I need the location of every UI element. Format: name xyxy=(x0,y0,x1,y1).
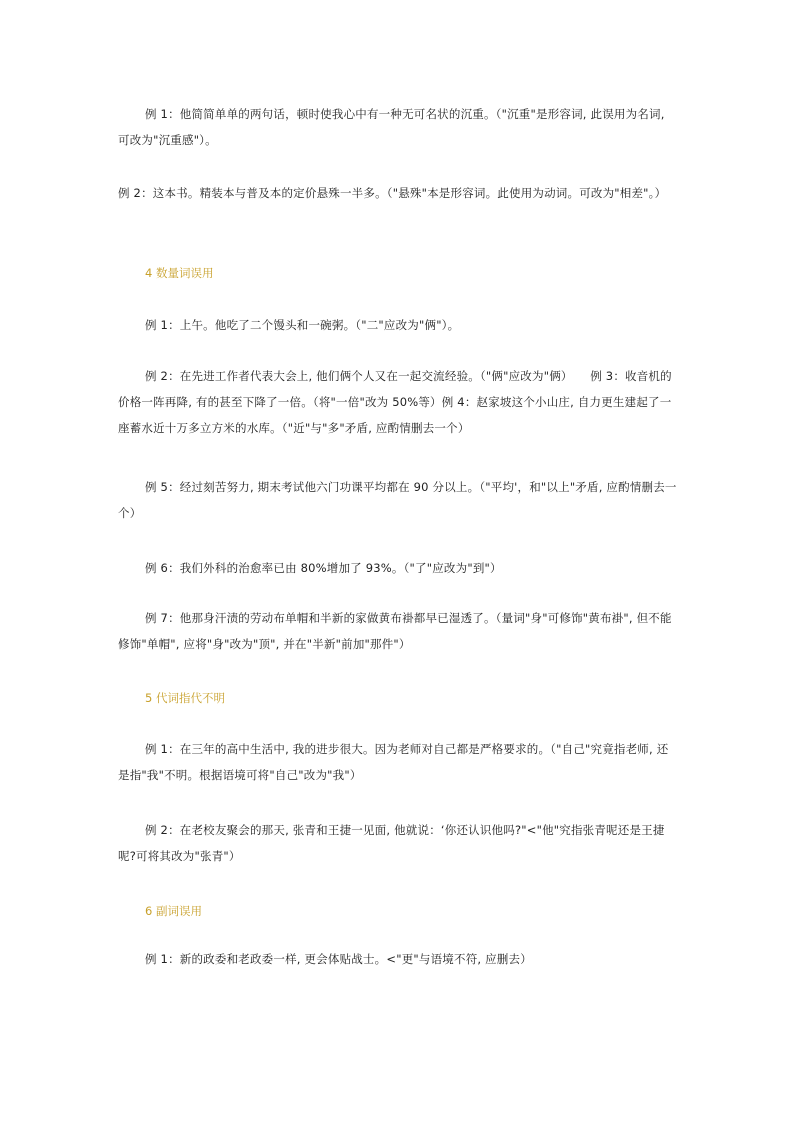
example-paragraph: 例 7：他那身汗渍的劳动布单帽和半新的家做黄布褂都早已湿透了。（量词"身"可修饰"黄布褂", 但不能修饰"单帽", 应将"身"改为"顶", 并在"半新"前加"那件"） xyxy=(118,611,672,651)
example-paragraph: 例 1：上午。他吃了二个馒头和一碗粥。（"二"应改为"俩"）。 xyxy=(145,318,460,332)
example-paragraph: 例 2：在老校友聚会的那天, 张青和王捷一见面, 他就说：‘你还认识他吗?"<"他"究指张青呢还是王捷呢?可将其改为"张青"） xyxy=(118,823,665,863)
example-paragraph: 例 5：经过刻苦努力, 期末考试他六门功课平均都在 90 分以上。（"平均'，和"以上"矛盾, 应酌情删去一个） xyxy=(118,480,677,520)
example-paragraph: 例 1：他简简单单的两句话，顿时使我心中有一种无可名状的沉重。（"沉重"是形容词, 此误用为名词, 可改为"沉重感"）。 xyxy=(118,107,665,147)
section-heading-6: 6 副词误用 xyxy=(145,904,202,918)
example-paragraph: 例 2：在先进工作者代表大会上, 他们俩个人又在一起交流经验。（"俩"应改为"俩） 例 3：收音机的价格一阵再降, 有的甚至下降了一倍。（将"一倍"改为 50%等）例 4：赵家坡这个小山庄, 自力更生建起了一座蓄水近十万多立方米的水库。（"近"与"多"矛盾, 应酌情删去一个） xyxy=(118,369,672,435)
example-paragraph: 例 1：在三年的高中生活中, 我的进步很大。因为老师对自己都是严格要求的。（"自己"究竟指老师, 还是指"我"不明。根据语境可将"自己"改为"我"） xyxy=(118,742,669,782)
example-paragraph: 例 6：我们外科的治愈率已由 80%增加了 93%。（"了"应改为"到"） xyxy=(145,561,502,575)
section-heading-5: 5 代词指代不明 xyxy=(145,691,225,705)
section-heading-4: 4 数量词误用 xyxy=(145,266,214,280)
example-paragraph: 例 2：这本书。精装本与普及本的定价悬殊一半多。（"悬殊"本是形容词。此使用为动词。可改为"相差"。） xyxy=(118,186,667,200)
example-paragraph: 例 1：新的政委和老政委一样, 更会体贴战士。<"更"与语境不符, 应删去） xyxy=(145,952,532,966)
